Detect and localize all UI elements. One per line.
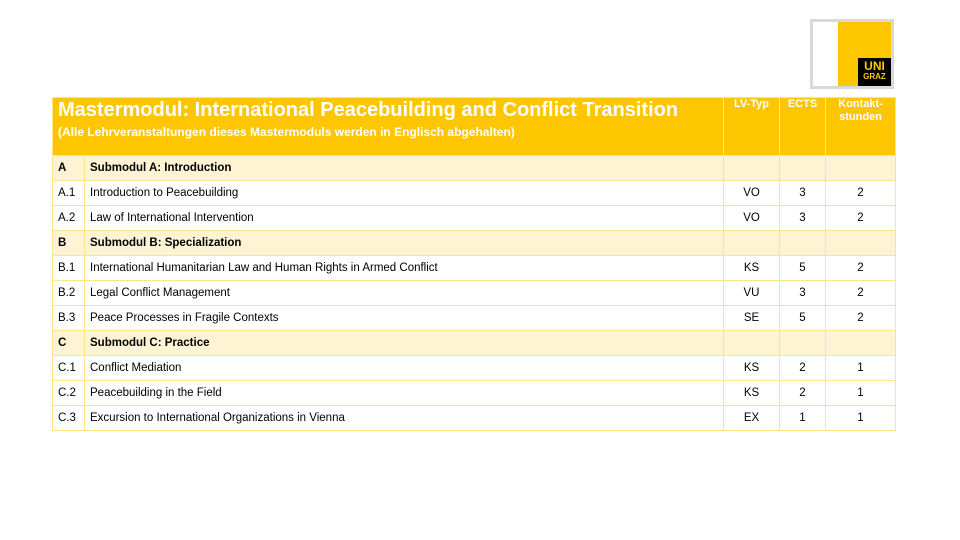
course-name: Excursion to International Organizations in Vienna xyxy=(85,406,724,431)
course-ects xyxy=(780,156,826,181)
course-hours: 2 xyxy=(826,306,896,331)
submodule-row xyxy=(53,231,896,256)
table-row xyxy=(53,381,896,406)
course-hours: 2 xyxy=(826,206,896,231)
course-name: Peace Processes in Fragile Contexts xyxy=(85,306,724,331)
course-code: A xyxy=(53,156,85,181)
course-name: Submodul C: Practice xyxy=(85,331,724,356)
course-hours: 2 xyxy=(826,181,896,206)
course-hours: 1 xyxy=(826,381,896,406)
submodule-row xyxy=(53,331,896,356)
course-name: International Humanitarian Law and Human Rights in Armed Conflict xyxy=(85,256,724,281)
course-name: Introduction to Peacebuilding xyxy=(85,181,724,206)
course-name: Conflict Mediation xyxy=(85,356,724,381)
course-name: Law of International Intervention xyxy=(85,206,724,231)
table-row xyxy=(53,406,896,431)
course-hours xyxy=(826,156,896,181)
course-code: B xyxy=(53,231,85,256)
table-row xyxy=(53,256,896,281)
course-type: SE xyxy=(724,306,780,331)
course-hours: 1 xyxy=(826,356,896,381)
course-ects: 5 xyxy=(780,306,826,331)
course-code: C.3 xyxy=(53,406,85,431)
course-hours: 1 xyxy=(826,406,896,431)
course-type xyxy=(724,231,780,256)
course-code: C.1 xyxy=(53,356,85,381)
course-code: B.2 xyxy=(53,281,85,306)
course-code: C xyxy=(53,331,85,356)
course-ects xyxy=(780,231,826,256)
course-type: KS xyxy=(724,256,780,281)
course-type: VO xyxy=(724,181,780,206)
course-ects: 3 xyxy=(780,181,826,206)
table-row xyxy=(53,306,896,331)
logo-text-graz: GRAZ xyxy=(863,72,886,81)
course-ects: 2 xyxy=(780,356,826,381)
table-row xyxy=(53,281,896,306)
course-hours xyxy=(826,331,896,356)
course-ects xyxy=(780,331,826,356)
table-row xyxy=(53,206,896,231)
course-code: C.2 xyxy=(53,381,85,406)
course-ects: 2 xyxy=(780,381,826,406)
course-type: KS xyxy=(724,381,780,406)
course-hours: 2 xyxy=(826,281,896,306)
course-code: B.3 xyxy=(53,306,85,331)
course-code: A.2 xyxy=(53,206,85,231)
column-header-ects: ECTS xyxy=(780,98,826,156)
column-header-hours: Kontakt-stunden xyxy=(826,98,896,156)
course-name: Submodul B: Specialization xyxy=(85,231,724,256)
course-type: EX xyxy=(724,406,780,431)
course-type xyxy=(724,331,780,356)
course-hours xyxy=(826,231,896,256)
course-ects: 3 xyxy=(780,281,826,306)
course-ects: 3 xyxy=(780,206,826,231)
course-type: KS xyxy=(724,356,780,381)
course-code: A.1 xyxy=(53,181,85,206)
university-logo xyxy=(810,19,894,89)
course-ects: 1 xyxy=(780,406,826,431)
course-type xyxy=(724,156,780,181)
course-hours: 2 xyxy=(826,256,896,281)
submodule-row xyxy=(53,156,896,181)
course-code: B.1 xyxy=(53,256,85,281)
table-row xyxy=(53,181,896,206)
course-type: VO xyxy=(724,206,780,231)
table-row xyxy=(53,356,896,381)
header-title-cell xyxy=(53,98,724,156)
module-title: Mastermodul: International Peacebuilding and Conflict Transition xyxy=(58,99,679,121)
logo-text-uni: UNI xyxy=(864,59,885,73)
module-subtitle: (Alle Lehrveranstaltungen dieses Mastermoduls werden in Englisch abgehalten) xyxy=(58,125,515,139)
course-name: Submodul A: Introduction xyxy=(85,156,724,181)
column-header-type: LV-Typ xyxy=(724,98,780,156)
course-name: Legal Conflict Management xyxy=(85,281,724,306)
module-table xyxy=(52,97,896,431)
table-header xyxy=(53,98,896,156)
course-ects: 5 xyxy=(780,256,826,281)
logo-wordmark xyxy=(858,58,891,86)
course-name: Peacebuilding in the Field xyxy=(85,381,724,406)
course-type: VU xyxy=(724,281,780,306)
